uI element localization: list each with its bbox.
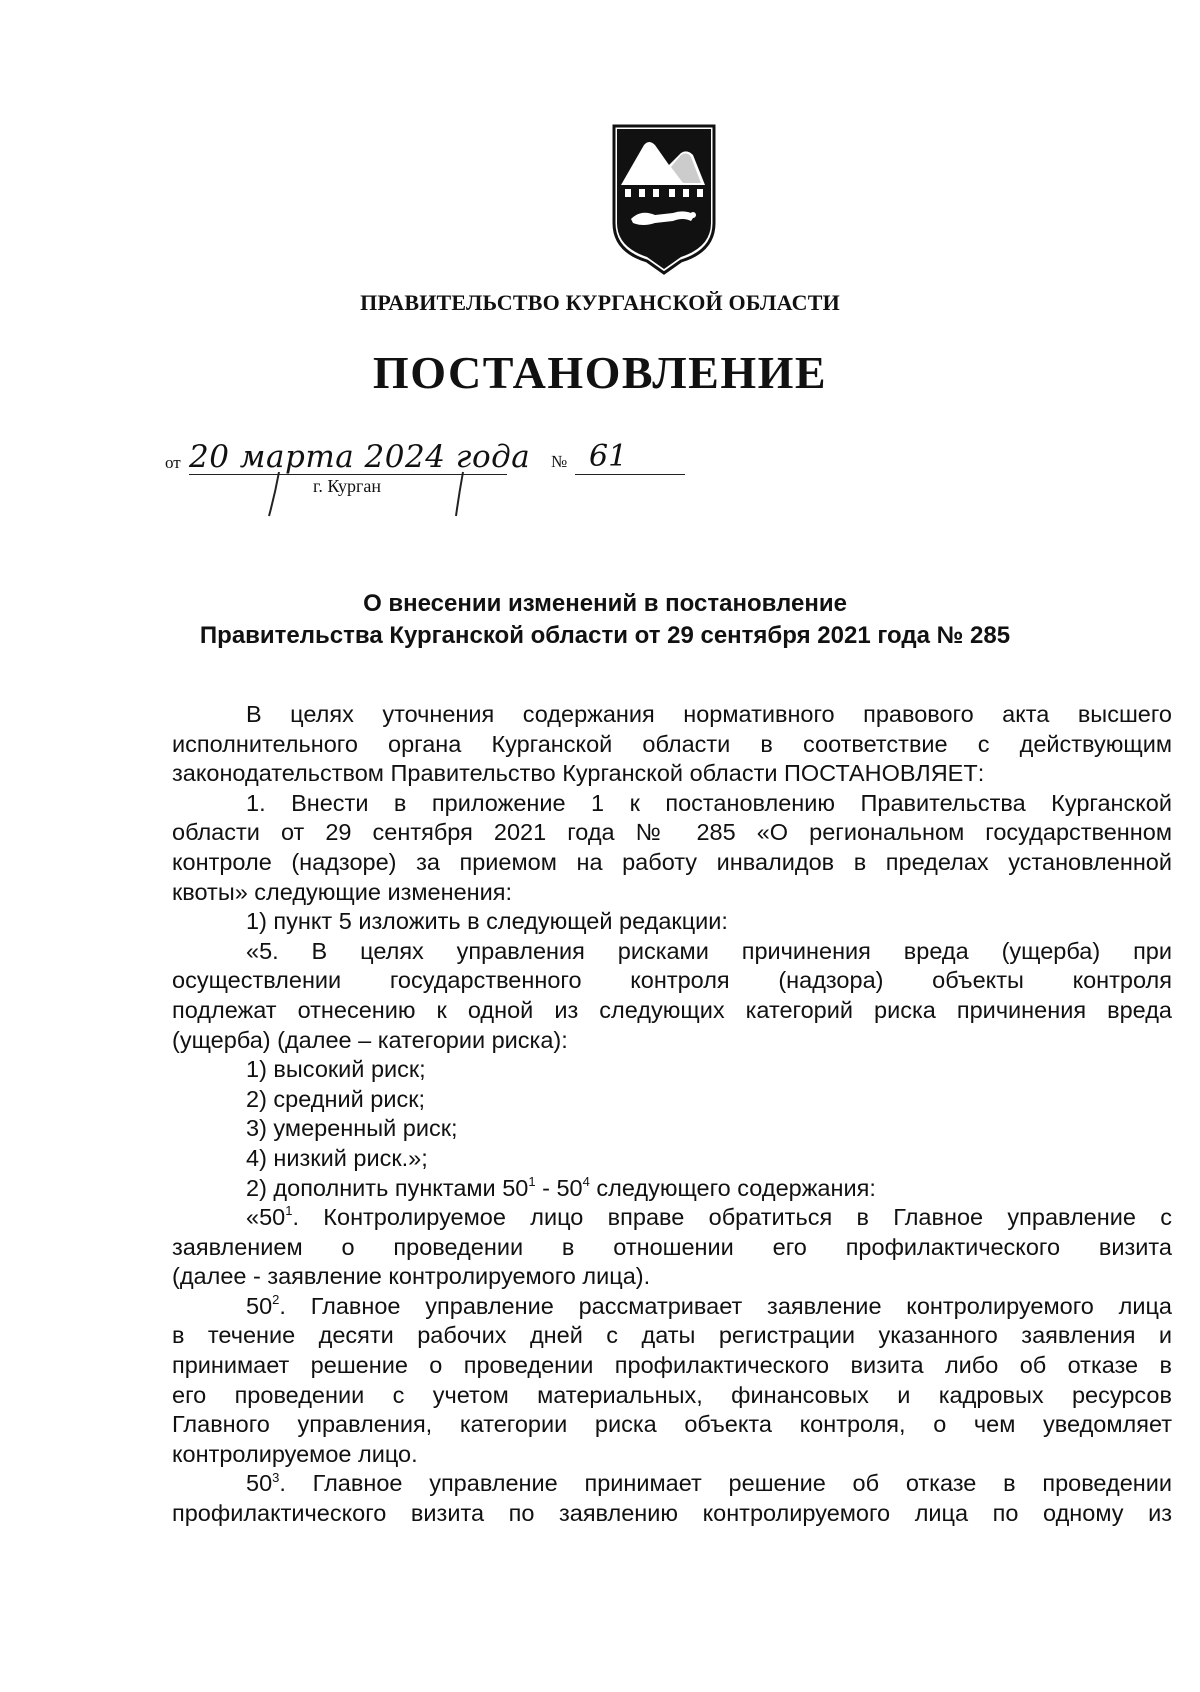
government-name: ПРАВИТЕЛЬСТВО КУРГАНСКОЙ ОБЛАСТИ xyxy=(360,290,840,315)
paragraph-line: подлежат отнесению к одной из следующих категорий риска причинения вреда xyxy=(172,996,1172,1023)
number-label: № xyxy=(551,452,568,471)
paragraph-line: его проведении с учетом материальных, финансовых и кадровых ресурсов xyxy=(172,1381,1172,1408)
list-item: 1) высокий риск; xyxy=(246,1056,426,1083)
paragraph-line: в течение десяти рабочих дней с даты регистрации указанного заявления и xyxy=(172,1322,1172,1349)
document-heading xyxy=(170,588,1040,652)
handwritten-number: 61 xyxy=(575,440,685,475)
paragraph-line: 1. Внести в приложение 1 к постановлению Правительства Курганской xyxy=(246,789,1172,816)
paragraph-line: квоты» следующие изменения: xyxy=(172,878,513,905)
handwritten-stroke xyxy=(451,470,471,520)
paragraph-line: контроле (надзоре) за приемом на работу инвалидов в пределах установленной xyxy=(172,848,1172,875)
heading-line: О внесении изменений в постановление xyxy=(363,590,847,617)
document-body xyxy=(172,700,1172,1529)
list-item: 3) умеренный риск; xyxy=(246,1115,458,1142)
paragraph-line: 1) пункт 5 изложить в следующей редакции: xyxy=(246,908,728,935)
paragraph-line: законодательством Правительство Курганской области ПОСТАНОВЛЯЕТ: xyxy=(172,760,985,787)
paragraph-line: (далее - заявление контролируемого лица). xyxy=(172,1263,651,1290)
paragraph-line: профилактического визита по заявлению контролируемого лица по одному из xyxy=(172,1500,1172,1527)
paragraph-line: области от 29 сентября 2021 года № 285 «О региональном государственном xyxy=(172,819,1172,846)
handwritten-stroke xyxy=(265,470,285,520)
paragraph-line: исполнительного органа Курганской области в соответствие с действующим xyxy=(172,730,1172,757)
paragraph-line: осуществлении государственного контроля (надзора) объекты контроля xyxy=(172,967,1172,994)
list-item: 4) низкий риск.»; xyxy=(246,1144,428,1171)
paragraph-line: «5. В целях управления рисками причинения вреда (ущерба) при xyxy=(246,937,1172,964)
date-number-line xyxy=(165,440,685,520)
paragraph-line: $50^3$. Главное управление принимает решение об отказе в проведении xyxy=(246,1469,1172,1497)
paragraph-line: заявлением о проведении в отношении его профилактического визита xyxy=(172,1233,1172,1260)
list-item: 2) средний риск; xyxy=(246,1085,426,1112)
paragraph-line: принимает решение о проведении профилактического визита либо об отказе в xyxy=(172,1352,1172,1379)
paragraph-line: 2) дополнить пунктами $50^1 - 50^4$ следующего содержания: xyxy=(246,1173,876,1201)
paragraph-line: «$50^1$. Контролируемое лицо вправе обратиться в Главное управление с xyxy=(246,1203,1172,1231)
paragraph-line: $50^2$. Главное управление рассматривает заявление контролируемого лица xyxy=(246,1292,1172,1319)
coat-of-arms-emblem xyxy=(611,123,717,275)
paragraph-line: Главного управления, категории риска объекта контроля, о чем уведомляет xyxy=(172,1411,1172,1438)
paragraph-line: В целях уточнения содержания нормативного правового акта высшего xyxy=(246,701,1172,727)
city-label: г. Курган xyxy=(313,476,382,496)
paragraph-line: контролируемое лицо. xyxy=(172,1440,418,1467)
document-type-title: ПОСТАНОВЛЕНИЕ xyxy=(372,347,828,398)
paragraph-line: (ущерба) (далее – категории риска): xyxy=(172,1026,568,1053)
date-prefix: от xyxy=(165,453,181,472)
heading-line: Правительства Курганской области от 29 сентября 2021 года № 285 xyxy=(199,622,1011,649)
handwritten-date: 20 марта 2024 года xyxy=(189,439,531,475)
